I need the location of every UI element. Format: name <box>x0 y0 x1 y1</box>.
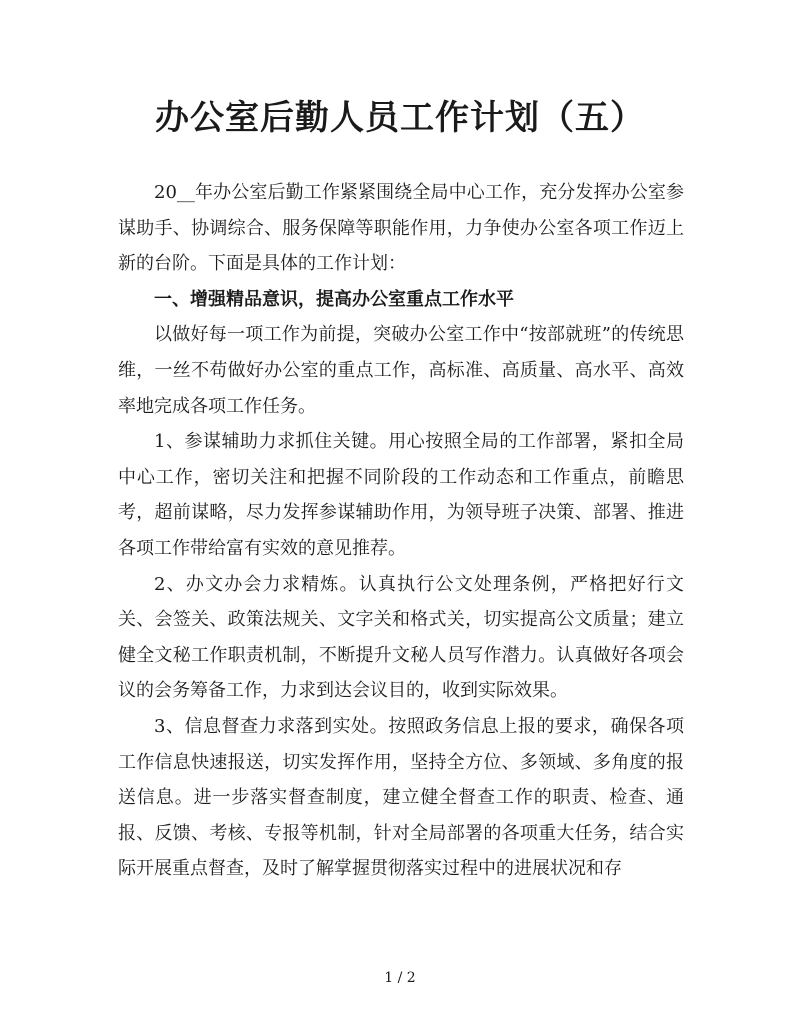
intro-paragraph: 20__年办公室后勤工作紧紧围绕全局中心工作，充分发挥办公室参谋助手、协调综合、服务保障等职能作用，力争使办公室各项工作迈上新的台阶。下面是具体的工作计划： <box>118 182 684 275</box>
section-intro-paragraph: 以做好每一项工作为前提，突破办公室工作中“按部就班”的传统思维，一丝不苟做好办公室的重点工作，高标准、高质量、高水平、高效率地完成各项工作任务。 <box>118 324 684 417</box>
item-1-paragraph: 1、参谋辅助力求抓住关键。用心按照全局的工作部署，紧扣全局中心工作，密切关注和把握不同阶段的工作动态和工作重点，前瞻思考，超前谋略，尽力发挥参谋辅助作用，为领导班子决策、部署、推进各项工作带给富有实效的意见推荐。 <box>118 431 684 559</box>
item-2-paragraph: 2、办文办会力求精炼。认真执行公文处理条例，严格把好行文关、会签关、政策法规关、文字关和格式关，切实提高公文质量；建立健全文秘工作职责机制，不断提升文秘人员写作潜力。认真做好各项会议的会务筹备工作，力求到达会议目的，收到实际效果。 <box>118 573 684 702</box>
item-3-paragraph: 3、信息督查力求落到实处。按照政务信息上报的要求，确保各项工作信息快速报送，切实发挥作用，坚持全方位、多领域、多角度的报送信息。进一步落实督查制度，建立健全督查工作的职责、检查、通报、反馈、考核、专报等机制，针对全局部署的各项重大任务，结合实际开展重点督查，及时了解掌握贯彻落实过程中的进展状况和存 <box>118 715 684 880</box>
page-title: 办公室后勤人员工作计划（五） <box>155 98 645 138</box>
document-body <box>118 175 684 887</box>
section-heading: 一、增强精品意识，提高办公室重点工作水平 <box>154 288 514 310</box>
page-number: 1 / 2 <box>384 970 416 986</box>
